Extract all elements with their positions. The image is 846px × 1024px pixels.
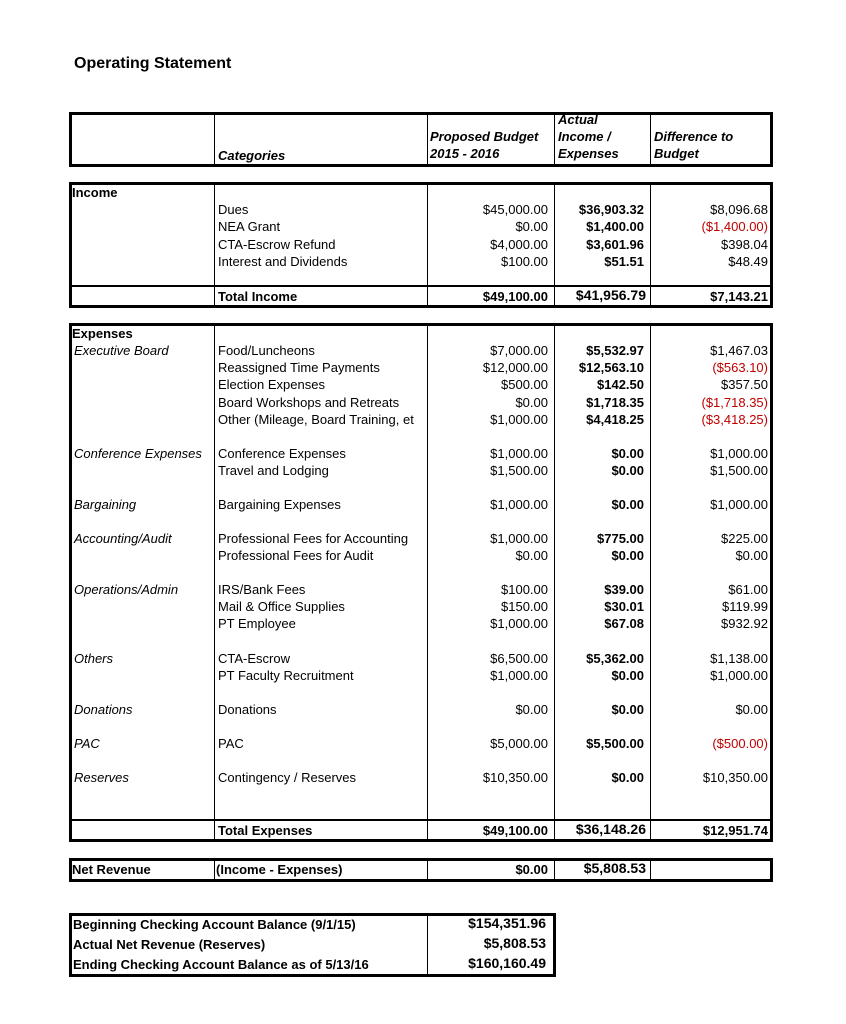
balance-value: $160,160.49 [468, 955, 546, 971]
expense-group-label: Accounting/Audit [74, 531, 172, 546]
total-expenses-label: Total Expenses [218, 823, 313, 838]
income-diff: $398.04 [721, 236, 768, 252]
expense-category: Contingency / Reserves [218, 770, 357, 785]
expense-actual: $67.08 [604, 616, 644, 632]
income-diff: $48.49 [728, 253, 768, 269]
balance-value: $5,808.53 [483, 935, 546, 951]
expense-diff: ($563.10) [712, 360, 768, 376]
divider [427, 114, 428, 165]
expense-budget: $0.00 [515, 702, 548, 717]
income-diff: $8,096.68 [710, 202, 768, 217]
income-category: Dues [218, 202, 249, 217]
expense-diff: $61.00 [728, 582, 768, 597]
income-category: NEA Grant [218, 219, 281, 235]
income-budget: $4,000.00 [490, 236, 548, 252]
total-expenses-diff: $12,951.74 [702, 823, 768, 838]
expense-category: Conference Expenses [218, 446, 346, 461]
header-categories: Categories [218, 148, 286, 163]
divider [71, 285, 771, 287]
divider [554, 114, 555, 165]
expense-budget: $10,350.00 [482, 770, 548, 785]
expense-category: Professional Fees for Audit [218, 548, 374, 564]
expense-actual: $5,532.97 [586, 343, 644, 358]
balance-label: Beginning Checking Account Balance (9/1/15) [73, 917, 356, 932]
header-actual-line2: Income / [558, 129, 611, 144]
expense-group-label: Conference Expenses [74, 446, 202, 461]
expense-diff: $0.00 [735, 548, 768, 564]
header-diff-line1: Difference to [654, 129, 734, 144]
expense-actual: $0.00 [611, 668, 644, 684]
expense-diff: $225.00 [721, 531, 768, 546]
divider [214, 114, 215, 165]
income-actual: $1,400.00 [586, 219, 644, 235]
divider [554, 860, 555, 880]
expense-diff: $1,500.00 [710, 463, 768, 479]
expense-actual: $5,500.00 [586, 736, 644, 751]
divider [554, 325, 555, 840]
expense-budget: $150.00 [501, 599, 548, 615]
expense-actual: $0.00 [611, 702, 644, 717]
total-income-actual: $41,956.79 [575, 287, 646, 303]
net-revenue-label: Net Revenue [72, 862, 151, 877]
expense-group-label: Donations [74, 702, 133, 717]
expense-group-label: Reserves [74, 770, 129, 785]
expense-budget: $1,000.00 [490, 668, 548, 684]
expense-diff: $10,350.00 [702, 770, 768, 785]
expense-actual: $0.00 [611, 548, 644, 564]
divider [427, 915, 428, 975]
divider [214, 860, 215, 880]
expense-budget: $7,000.00 [490, 343, 548, 358]
expense-diff: ($500.00) [712, 736, 768, 751]
net-revenue-table [69, 858, 773, 882]
expense-category: Other (Mileage, Board Training, et [218, 411, 414, 427]
expense-budget: $1,000.00 [490, 531, 548, 546]
header-budget-line1: Proposed Budget [430, 129, 539, 144]
page-title: Operating Statement [74, 55, 232, 72]
expense-category: Professional Fees for Accounting [218, 531, 409, 546]
income-budget: $45,000.00 [482, 202, 548, 217]
divider [71, 819, 771, 821]
expense-budget: $12,000.00 [482, 360, 548, 376]
header-actual-line3: Expenses [558, 146, 619, 161]
expense-group-label: Bargaining [74, 497, 137, 512]
expense-diff: $1,138.00 [710, 651, 768, 666]
expense-budget: $5,000.00 [490, 736, 548, 751]
expense-category: Travel and Lodging [218, 463, 329, 479]
expense-group-label: Others [74, 651, 114, 666]
expense-diff: $0.00 [735, 702, 768, 717]
total-expenses-budget: $49,100.00 [482, 823, 548, 838]
expense-diff: $1,000.00 [710, 668, 768, 684]
expense-diff: $1,467.03 [710, 343, 768, 358]
expense-category: Board Workshops and Retreats [218, 394, 400, 410]
expense-category: PAC [218, 736, 244, 751]
total-income-label: Total Income [218, 289, 298, 304]
expense-budget: $1,000.00 [490, 497, 548, 512]
balance-label: Actual Net Revenue (Reserves) [73, 937, 266, 952]
expense-actual: $0.00 [611, 463, 644, 479]
expense-actual: $30.01 [604, 599, 644, 615]
expense-category: IRS/Bank Fees [218, 582, 306, 597]
expense-diff: $357.50 [721, 377, 768, 393]
expense-category: PT Employee [218, 616, 296, 632]
income-category: Interest and Dividends [218, 253, 348, 269]
expense-diff: $1,000.00 [710, 497, 768, 512]
expense-actual: $4,418.25 [586, 411, 644, 427]
expense-actual: $12,563.10 [578, 360, 644, 376]
expense-diff: ($3,418.25) [701, 411, 768, 427]
expense-group-label: Operations/Admin [74, 582, 179, 597]
expense-category: Reassigned Time Payments [218, 360, 380, 376]
income-category: CTA-Escrow Refund [218, 236, 336, 252]
expense-budget: $100.00 [501, 582, 548, 597]
expense-budget: $1,000.00 [490, 446, 548, 461]
total-income-budget: $49,100.00 [482, 289, 548, 304]
divider [650, 184, 651, 306]
income-budget: $0.00 [515, 219, 548, 235]
divider [650, 860, 651, 880]
income-section-label: Income [72, 185, 118, 200]
income-actual: $36,903.32 [578, 202, 644, 217]
income-actual: $51.51 [604, 253, 644, 269]
header-actual-line1: Actual [558, 112, 598, 127]
net-revenue-formula: (Income - Expenses) [216, 862, 343, 877]
divider [214, 184, 215, 306]
income-diff: ($1,400.00) [701, 219, 768, 235]
expense-actual: $39.00 [604, 582, 644, 597]
header-budget-line2: 2015 - 2016 [430, 146, 500, 161]
divider [650, 114, 651, 165]
expense-category: Donations [218, 702, 277, 717]
balance-label: Ending Checking Account Balance as of 5/13/16 [73, 957, 369, 972]
expense-category: Election Expenses [218, 377, 325, 393]
income-actual: $3,601.96 [586, 236, 644, 252]
expense-budget: $500.00 [501, 377, 548, 393]
expense-category: PT Faculty Recruitment [218, 668, 354, 684]
divider [650, 325, 651, 840]
expense-budget: $0.00 [515, 548, 548, 564]
expense-budget: $0.00 [515, 394, 548, 410]
expense-diff: $1,000.00 [710, 446, 768, 461]
total-expenses-actual: $36,148.26 [575, 821, 646, 837]
header-diff-line2: Budget [654, 146, 699, 161]
expense-actual: $0.00 [611, 770, 644, 785]
expense-category: Bargaining Expenses [218, 497, 341, 512]
expense-actual: $0.00 [611, 497, 644, 512]
expense-actual: $1,718.35 [586, 394, 644, 410]
net-revenue-actual: $5,808.53 [583, 860, 646, 876]
expense-actual: $142.50 [597, 377, 644, 393]
expense-diff: $932.92 [721, 616, 768, 632]
expense-budget: $1,000.00 [490, 616, 548, 632]
expense-budget: $6,500.00 [490, 651, 548, 666]
expense-group-label: PAC [74, 736, 100, 751]
expense-group-label: Executive Board [74, 343, 169, 358]
expenses-section-label: Expenses [72, 326, 133, 341]
balance-value: $154,351.96 [468, 915, 546, 931]
expense-actual: $5,362.00 [586, 651, 644, 666]
expense-category: Food/Luncheons [218, 343, 315, 358]
expense-budget: $1,500.00 [490, 463, 548, 479]
expense-diff: ($1,718.35) [701, 394, 768, 410]
expense-actual: $775.00 [597, 531, 644, 546]
divider [554, 184, 555, 306]
divider [214, 325, 215, 840]
net-revenue-budget: $0.00 [515, 862, 548, 877]
expense-category: CTA-Escrow [218, 651, 290, 666]
income-budget: $100.00 [501, 253, 548, 269]
expense-actual: $0.00 [611, 446, 644, 461]
total-income-diff: $7,143.21 [710, 289, 768, 304]
expense-category: Mail & Office Supplies [218, 599, 345, 615]
expense-diff: $119.99 [721, 599, 768, 615]
expense-budget: $1,000.00 [490, 411, 548, 427]
